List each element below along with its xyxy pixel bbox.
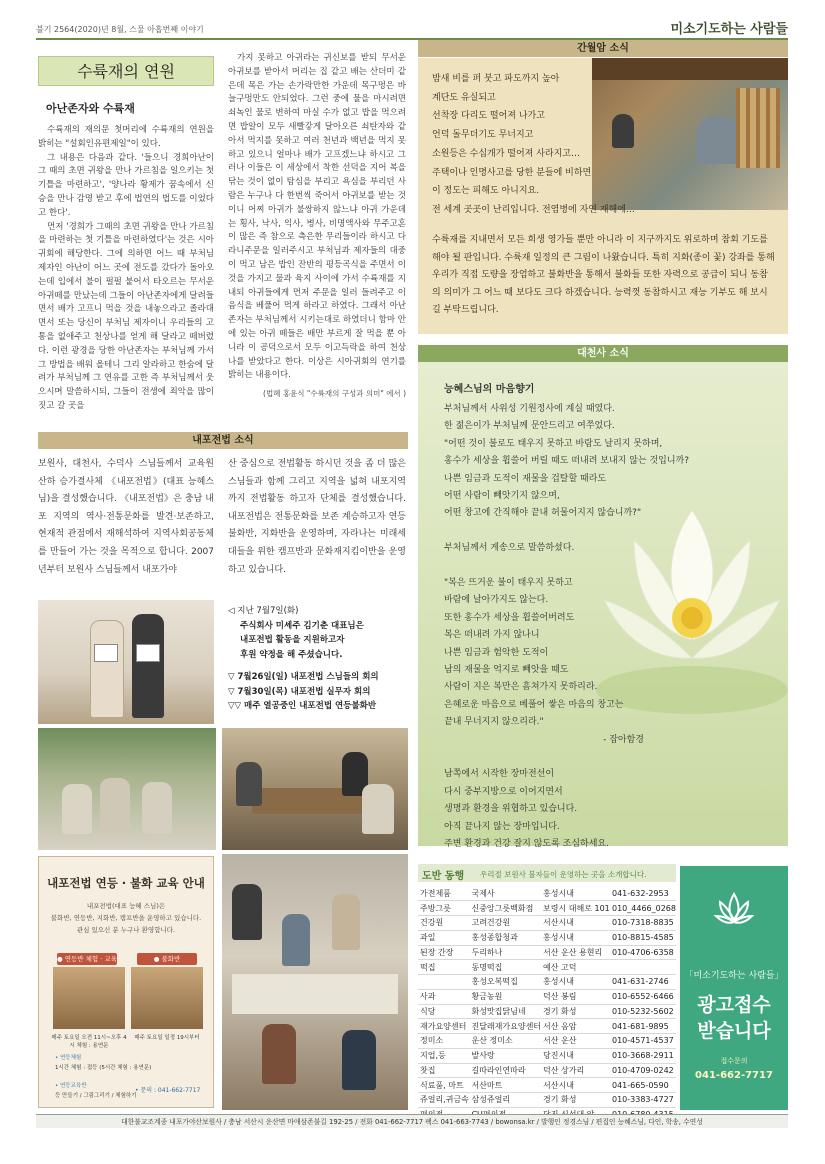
location-cell: 서산 운산 bbox=[541, 1034, 610, 1049]
directory-row bbox=[418, 945, 676, 960]
poem-line: 언덕 돌무더기도 무너지고 bbox=[432, 130, 534, 141]
poster-info: 등 만들기 / 그림그리기 / 체험하기 bbox=[55, 1093, 137, 1099]
photo-staff-meeting bbox=[222, 728, 408, 850]
naepo-schedule bbox=[228, 604, 410, 714]
location-cell: 경기 화성 bbox=[541, 1093, 610, 1108]
location-cell: 서산 음암 bbox=[541, 1019, 610, 1034]
paragraph: 수륙재의 재의문 첫머리에 수륙재의 연원을 밝히는 "설회인유편제일"이 있다. bbox=[38, 125, 214, 149]
poster-info: • 연등교육반 bbox=[55, 1083, 87, 1089]
text-line: 생명과 환경을 위협하고 있습니다. bbox=[444, 804, 578, 815]
directory-row bbox=[418, 886, 676, 901]
photo-person bbox=[90, 620, 124, 718]
schedule-item: ▽ 7월26일(일) 내포전법 스님들의 회의 bbox=[228, 672, 379, 682]
daecheonsa-title: 능혜스님의 마음향기 bbox=[444, 384, 535, 395]
directory-table bbox=[418, 886, 676, 1123]
schedule-item: 후원 약정을 해 주셨습니다. bbox=[240, 649, 343, 660]
photo-monks-meeting bbox=[38, 728, 216, 850]
text-line: 어떤 창고에 간직해야 끝내 허물어지지 않습니까?" bbox=[444, 508, 642, 519]
issue-info: 불기 2564(2020)년 8월, 스물 아홉번째 이야기 bbox=[36, 25, 204, 34]
category-cell: 건강원 bbox=[418, 916, 469, 931]
photo-person bbox=[132, 614, 164, 718]
phone-cell: 010-8815-4585 bbox=[610, 930, 676, 945]
category-cell: 사과 bbox=[418, 989, 469, 1004]
paragraph: 가지 못하고 아귀라는 귀신보를 받되 무서운 아귀보를 받아서 머리는 집 같고 배는 산더미 같은데 목은 가는 손가락만한 가운데 목구멍은 바늘구멍만도 안되었다. 그런 중에 물을 마시려면 쇠녹인 물로 변하여 마실 수가 없고 밥을 먹으려면 밥알이 모두 새빨갛게 달아오른 쇠탄자와 같아서 먹지를 못하고 여러 천년과 백년을 먹지 못하고 있으니 얼마나 배가 고프겠느냐 하시고 그러나 이들은 이 세상에서 착한 선덕을 지어 복을 닦는 것이 없이 탐심을 부리고 욕심을 부리던 사람은 누구나 다 한번씩 죽어서 아귀보를 받는 것이니 어찌 아귀가 불쌍하지 않느냐 아귀 가운데는 횡사, 낙사, 익사, 병사, 비명액사와 무주고혼이 많은 즉 참으로 측은한 무리들이라 하시고 다라니주문을 일러주시고 부처님과 제자들의 대중이 먹고 남은 밥인 잔반의 평등곡식을 주면서 이것을 가지고 물과 육지 사이에 가서 수륙재를 지내되 아귀들에게 먼저 주문을 일러 들려주고 이 음식을 베풀어 먹게 하라고 하였다. 그래서 아난존자는 부처님께서 시키는대로 하였더니 함마 안에 있는 아귀 떼들은 배만 부르게 잘 먹을 뿐 아니라 이 공덕으로서 모두 이고득락을 하여 천상나를 받았다고 한다. 이상은 시아귀회의 연기를 밝히는 내용이다. bbox=[228, 53, 406, 381]
photo-person bbox=[332, 894, 360, 950]
directory-label: 도반 동행 bbox=[422, 871, 465, 882]
directory-row bbox=[418, 989, 676, 1004]
photo-person bbox=[262, 1024, 296, 1084]
business-cell: 두리하나 bbox=[469, 945, 541, 960]
category-cell bbox=[418, 975, 469, 990]
location-cell: 덕산 봉림 bbox=[541, 989, 610, 1004]
directory-row bbox=[418, 930, 676, 945]
business-cell: 길따라인연따라 bbox=[469, 1063, 541, 1078]
spacer bbox=[444, 749, 744, 766]
photo-person bbox=[342, 1030, 376, 1090]
section-bar-naepo: 내포전법 소식 bbox=[38, 432, 408, 449]
business-cell: 진달래재가요양센터 bbox=[469, 1019, 541, 1034]
category-cell: 가전제품 bbox=[418, 886, 469, 901]
business-cell: 국제사 bbox=[469, 886, 541, 901]
photo-person bbox=[282, 914, 310, 966]
poster-line: 내포전법(대표 능혜 스님)은 bbox=[86, 902, 166, 910]
poster-caption: 매주 토요일 오전 11시~오후 4시 체험 : 용연문 bbox=[51, 1035, 127, 1049]
text-line: 나쁜 임금과 도적이 재물을 겁탈할 때라도 bbox=[444, 473, 607, 484]
phone-cell: 010-4571-4537 bbox=[610, 1034, 676, 1049]
table bbox=[232, 974, 398, 1014]
category-cell: 떡집 bbox=[418, 960, 469, 975]
text-line: 끝내 무너지지 않으리라." bbox=[444, 717, 544, 728]
photo-lantern-class bbox=[222, 854, 408, 1110]
business-cell: 서산마트 bbox=[469, 1078, 541, 1093]
phone-cell: 010-7318-8835 bbox=[610, 916, 676, 931]
photo-person bbox=[232, 884, 262, 940]
schedule-item: 주식회사 미셰주 김기춘 대표님은 bbox=[240, 620, 364, 631]
location-cell: 경기 화성 bbox=[541, 1004, 610, 1019]
citation: (법혜 홍윤식 "수륙재의 구성과 의미" 에서 ) bbox=[263, 389, 406, 399]
poster-tag: ● 연등반 체험 · 교육 bbox=[57, 955, 117, 963]
phone-cell: 010-3668-2911 bbox=[610, 1048, 676, 1063]
spacer bbox=[228, 662, 410, 670]
text-line: 주변 환경과 건강 잘지 않도록 조심하세요. bbox=[444, 839, 609, 850]
schedule-item: ▽ 7월30일(목) 내포전법 실무자 회의 bbox=[228, 686, 371, 697]
business-cell: 홍성오복떡집 bbox=[469, 975, 541, 990]
source-line: - 잡아함경 bbox=[603, 734, 644, 745]
text-line: 아직 끝나지 않는 장마입니다. bbox=[444, 821, 560, 832]
phone-cell: 041-632-2953 bbox=[610, 886, 676, 901]
article-column-1 bbox=[38, 124, 214, 410]
phone-cell: 010_4466_0268 bbox=[610, 901, 676, 916]
category-cell: 식료품, 마트 bbox=[418, 1078, 469, 1093]
photo-person bbox=[362, 784, 394, 834]
poster-photo bbox=[53, 967, 125, 1029]
photo-person bbox=[142, 782, 172, 834]
category-cell: 재가요양센터 bbox=[418, 1019, 469, 1034]
ad-inquiry-label: 접수문의 bbox=[720, 1057, 748, 1065]
directory-row bbox=[418, 1078, 676, 1093]
paragraph: 먼저 '경희가 그때의 초면 귀왕을 만나 가르침을 마련하는 첫 기틀을 마련하였다'는 것은 시아귀회에 해당한다. 그에 의하면 어느 때 부처님 제자인 아난이 어느 곳에 전도를 갔다가 돌아오는데 입에서 불이 펄펄 붙어서 타오르는 무서운 아귀떼를 만났는데 그들이 아난존자에게 달려들면서 배가 고프니 먹을 것을 내놓으라고 졸라대면서 또는 당신이 부처님 제자이니 우리들의 고통을 없애주고 천상나를 얻게 해 달라고 떼버렸다. 이런 광경을 당한 아난존자는 부처님께 가서 그 방법을 배워 올테니 그리 알라하고 한숨에 달려가 부처님께 그 연유를 고한 즉 부처님께서 웃으시며 말씀하시되, 그들이 전생에 죄악을 많이 짓고 갈 곳을 bbox=[38, 221, 214, 411]
text-line: 남쪽에서 시작한 장마전선이 bbox=[444, 769, 555, 780]
ad-phone: 041-662-7717 bbox=[695, 1070, 773, 1081]
phone-cell: 010-4706-6358 bbox=[610, 945, 676, 960]
text-line: 부처님께서 사위성 기원정사에 계실 때였다. bbox=[444, 404, 615, 414]
poem-line: 선착장 다리도 떨어져 나가고 bbox=[432, 111, 545, 122]
poster-info: 1시간 체험 : 접등 (5시간 체험 : 용연문) bbox=[55, 1065, 152, 1071]
poem-line: 밤새 비를 퍼 붓고 파도까지 높아 bbox=[432, 74, 560, 84]
directory-row bbox=[418, 1019, 676, 1034]
text-line: 사람이 지은 복만은 흠쳐가지 못하리라. bbox=[444, 682, 598, 693]
location-cell: 홍성시내 bbox=[541, 975, 610, 990]
phone-cell: 010-5232-5602 bbox=[610, 1004, 676, 1019]
phone-cell: 041-665-0590 bbox=[610, 1078, 676, 1093]
location-cell: 서산시내 bbox=[541, 1078, 610, 1093]
business-cell: 발사랑 bbox=[469, 1048, 541, 1063]
phone-cell: 010-4709-0242 bbox=[610, 1063, 676, 1078]
schedule-item: 내포전법 활동을 지원하고자 bbox=[240, 635, 345, 645]
directory-row bbox=[418, 1004, 676, 1019]
article-column-2 bbox=[228, 52, 406, 399]
article-title-box bbox=[38, 56, 214, 86]
category-cell: 정미소 bbox=[418, 1034, 469, 1049]
directory-row bbox=[418, 975, 676, 990]
ganwolam-poem bbox=[432, 70, 652, 220]
directory-row bbox=[418, 916, 676, 931]
phone-cell: 010-6552-6466 bbox=[610, 989, 676, 1004]
poem-line: 소원등은 수십개가 떨어져 사라지고… bbox=[432, 148, 580, 159]
text-line: 복은 떠내려 가지 않나니 bbox=[444, 630, 540, 641]
poem-line: 주택이나 인명사고를 당한 분들에 비하면 bbox=[432, 167, 592, 178]
text-line: 은혜로운 마음으로 베풀어 쌓은 마음의 창고는 bbox=[444, 699, 624, 710]
poster-tag: ● 불화반 bbox=[137, 953, 197, 965]
spacer bbox=[444, 523, 744, 540]
poster-line: 관심 있으신 분 누구나 환영합니다. bbox=[76, 926, 176, 934]
page-footer: 대한불교조계종 내포가야산보원사 / 충남 서산시 운산면 마애삼존불길 192-25 / 전화 041-662-7717 팩스 041-663-7743 / bowonsa.kr / 발행인 정경스님 / 편집인 능혜스님, 다인, 학송, 수연성 bbox=[36, 1114, 788, 1128]
phone-cell: 041-681-9895 bbox=[610, 1019, 676, 1034]
certificate bbox=[136, 644, 160, 662]
business-cell: 삼성쥬얼리 bbox=[469, 1093, 541, 1108]
business-cell: 동명떡집 bbox=[469, 960, 541, 975]
directory-row bbox=[418, 1034, 676, 1049]
directory-row bbox=[418, 1093, 676, 1108]
article-subhead: 아난존자와 수륙재 bbox=[46, 102, 135, 115]
text-line: 남의 재물을 억지로 빼앗을 때도 bbox=[444, 665, 569, 676]
directory-row bbox=[418, 1048, 676, 1063]
location-cell: 서산 운산 용현리 bbox=[541, 945, 610, 960]
text-line: 바람에 날아가지도 않는다. bbox=[444, 595, 549, 606]
phone-cell: 041-631-2746 bbox=[610, 975, 676, 990]
ad-headline: 광고접수 bbox=[697, 994, 771, 1016]
ganwolam-paragraph: 수륙재를 지내면서 모든 희생 영가들 뿐만 아니라 이 지구까지도 위로하며 참회 기도를 해야 될 판입니다. 수륙재 일정의 큰 그림이 나왔습니다. 특히 지화(종이 꽃) 강좌를 통해 우리가 직접 도량을 장엄하고 불화반을 통해서 불화들 또한 자력으로 공급이 되니 동참의 의미가 그 어느 때 보다도 크다 하겠습니다. 능력껏 동참하시고 재능 기부도 해 보시길 부탁드립니다. bbox=[432, 235, 775, 315]
photo-door bbox=[736, 88, 780, 168]
category-cell: 식당 bbox=[418, 1004, 469, 1019]
section-bar-daecheonsa: 대천사 소식 bbox=[418, 345, 788, 362]
business-cell: 화성맛집닭님네 bbox=[469, 1004, 541, 1019]
directory-row bbox=[418, 901, 676, 916]
education-poster bbox=[38, 856, 214, 1108]
location-cell: 예산 고덕 bbox=[541, 960, 610, 975]
photo-sponsorship bbox=[38, 600, 214, 724]
paper-name: 미소기도하는 사람들 bbox=[670, 22, 788, 37]
text-line: 부처님께서 게송으로 말씀하셨다. bbox=[444, 543, 575, 554]
category-cell: 된장 간장 bbox=[418, 945, 469, 960]
section-bar-ganwolam: 간월암 소식 bbox=[418, 40, 788, 57]
business-cell: 고려건강원 bbox=[469, 916, 541, 931]
schedule-item: ◁ 지난 7월7일(화) bbox=[228, 606, 299, 616]
poem-line: 계단도 유실되고 bbox=[432, 92, 496, 103]
photo-person bbox=[62, 784, 92, 834]
page-header bbox=[36, 14, 788, 40]
poster-line: 불화반, 연등반, 지화반, 캠프반을 운영하고 있습니다. bbox=[50, 914, 202, 922]
text-line: 한 젊은이가 부처님께 문안드리고 여쭈었다. bbox=[444, 421, 615, 432]
business-cell: 황금농원 bbox=[469, 989, 541, 1004]
location-cell: 홍성시내 bbox=[541, 930, 610, 945]
text-line: 또한 홍수가 세상을 휩쓸어버려도 bbox=[444, 612, 575, 623]
spacer bbox=[444, 558, 744, 575]
daecheonsa-text bbox=[444, 401, 744, 854]
location-cell: 보령시 대해로 101 bbox=[541, 901, 610, 916]
photo-person bbox=[100, 778, 130, 834]
ad-box bbox=[680, 866, 788, 1110]
directory-row bbox=[418, 1063, 676, 1078]
photo-person bbox=[696, 116, 740, 164]
phone-cell: 010-3383-4727 bbox=[610, 1093, 676, 1108]
poster-caption: 매주 토요일 일정 19시부터 bbox=[134, 1035, 200, 1041]
ad-paper-name: 「미소기도하는 사람들」 bbox=[684, 971, 784, 981]
text-line: "복은 뜨거운 불이 태우지 못하고 bbox=[444, 578, 573, 589]
poster-title: 내포전법 연등 · 불화 교육 안내 bbox=[47, 876, 205, 890]
naepo-column-1: 보원사, 대천사, 수덕사 스님들께서 교육원 산하 승가결사체 《내포전법》(대표 능혜스님)을 결성했습니다. 《내포전법》은 충남 내포 지역의 역사·전통문화를 발견·보존하고, 현재적 관점에서 재해석하여 지역사회공동체를 만들어 가는 것을 목적으로 합니다. 2007년부터 보원사 스님들께서 내포가야 bbox=[38, 459, 214, 575]
poem-line: 이 정도는 피해도 아니지요. bbox=[432, 186, 540, 197]
text-line: 홍수가 세상을 휩쓸어 버릴 때도 떠내려 보내지 않는 것입니까? bbox=[444, 456, 690, 467]
article-title: 수륙재의 연원 bbox=[77, 62, 175, 81]
directory-subtitle: 우리절 보원사 불자들이 운영하는 곳을 소개합니다. bbox=[480, 870, 647, 879]
lotus-logo-icon bbox=[710, 886, 758, 934]
schedule-item: ▽▽ 매주 열공중인 내포전법 연등불화반 bbox=[228, 701, 377, 711]
location-cell: 서산시내 bbox=[541, 916, 610, 931]
category-cell: 쥬얼리,귀금속 bbox=[418, 1093, 469, 1108]
directory-row bbox=[418, 960, 676, 975]
text-line: 나쁜 임금과 험악한 도적이 bbox=[444, 647, 549, 658]
business-cell: 홍성종합청과 bbox=[469, 930, 541, 945]
poster-info: • 연등체험 bbox=[55, 1055, 82, 1061]
ad-headline: 받습니다 bbox=[697, 1020, 771, 1042]
category-cell: 과일 bbox=[418, 930, 469, 945]
text-line: 다시 중부지방으로 이어지면서 bbox=[444, 786, 563, 797]
paragraph: 그 내용은 다음과 같다. '들으니 경희아난이 그 때의 초면 귀왕을 만나 가르침을 일으키는 첫 기틀을 마련하고', '양나라 황제가 꿈속에서 신승을 만나 감명 받고 후에 법연의 법도를 이었다고 한다'. bbox=[38, 152, 214, 218]
poster-photo bbox=[131, 967, 203, 1029]
location-cell: 당진시내 bbox=[541, 1048, 610, 1063]
location-cell: 홍성시내 bbox=[541, 886, 610, 901]
category-cell: 지업,등 bbox=[418, 1048, 469, 1063]
poster-phone: • 문의 : 041-662-7717 bbox=[135, 1087, 201, 1094]
naepo-column-2: 산 중심으로 전법활동 하시던 것을 좀 더 많은 스님들과 함께 그리고 지역을 넓혀 내포지역까지 전법활동 하고자 단체를 결성했습니다. 내포전법은 전통문화를 보존 계승하고자 연등불화반, 지화반을 운영하며, 자라나는 미래세대들을 위한 캠프반과 문화재지킴이반을 운영하고 있습니다. bbox=[228, 459, 406, 575]
location-cell: 덕산 상가리 bbox=[541, 1063, 610, 1078]
business-cell: 신중앙그릇백화점 bbox=[469, 901, 541, 916]
business-cell: 운산 정미소 bbox=[469, 1034, 541, 1049]
directory-header bbox=[418, 864, 676, 882]
photo-person bbox=[236, 762, 262, 806]
text-line: "어떤 것이 불로도 태우지 못하고 바람도 날리지 못하며, bbox=[444, 438, 663, 449]
text-line: 어떤 사람이 빼앗기지 않으며, bbox=[444, 491, 560, 502]
category-cell: 주방그릇 bbox=[418, 901, 469, 916]
poem-line: 전 세계 곳곳이 난리입니다. 전염병에 자연 재해에… bbox=[432, 204, 635, 215]
phone-cell bbox=[610, 960, 676, 975]
certificate bbox=[94, 644, 118, 662]
category-cell: 찻집 bbox=[418, 1063, 469, 1078]
